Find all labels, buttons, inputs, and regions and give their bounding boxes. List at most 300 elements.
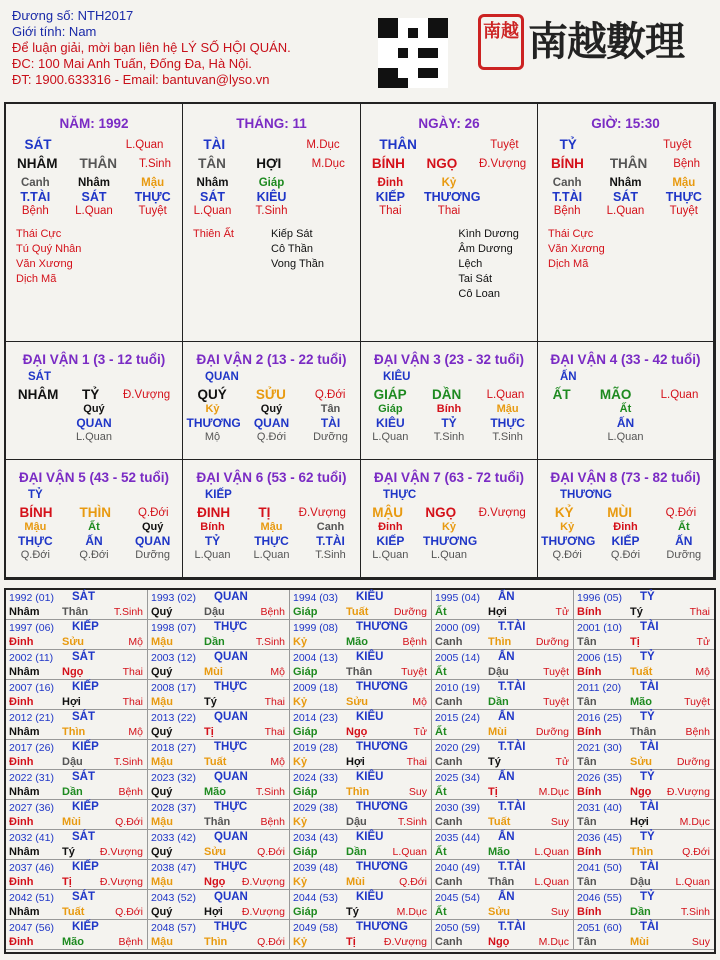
year-cell	[574, 620, 714, 650]
year-stage: Thai	[122, 696, 143, 708]
hidden-item: T.TÀI	[20, 190, 51, 204]
year-stage: Mộ	[695, 666, 710, 678]
year-ten-god: TÀI	[640, 861, 659, 873]
hidden-stems-row	[6, 177, 182, 189]
year-stage: Bệnh	[402, 636, 427, 648]
hidden-item: Q.Đới	[20, 549, 50, 561]
hidden-item: L.Quan	[606, 205, 645, 217]
shen-sha: Tai Sát	[458, 273, 493, 285]
hidden-stems-row	[6, 205, 182, 217]
hidden-item: Kỷ	[441, 521, 457, 533]
hidden-item: Đinh	[377, 177, 404, 189]
year-branch: Dần	[62, 786, 83, 798]
shen-sha: Cô Loan	[458, 288, 500, 300]
year-stage: Đ.Vượng	[241, 876, 285, 888]
year-label: 2005 (14)	[435, 652, 480, 664]
hidden-item: Quý	[141, 521, 164, 533]
year-branch: Mùi	[346, 876, 365, 888]
hidden-item: TỶ	[441, 416, 457, 430]
year-stage: Dưỡng	[393, 606, 427, 618]
year-label: 2022 (31)	[9, 772, 54, 784]
year-label: 2049 (58)	[293, 922, 338, 934]
year-branch: Dậu	[62, 756, 83, 768]
year-ten-god: TÀI	[640, 681, 659, 693]
year-ten-god: THỰC	[214, 921, 248, 933]
year-branch: Tị	[204, 726, 214, 738]
year-cell	[432, 800, 574, 830]
hidden-item: Ất	[88, 521, 100, 533]
year-branch: Tuất	[630, 666, 653, 678]
decade-star: QUAN	[205, 371, 239, 383]
heavenly-stem: NHÂM	[17, 156, 58, 171]
year-stem: Ất	[435, 846, 447, 858]
shen-sha: Thiên Ất	[193, 228, 234, 240]
year-label: 1997 (06)	[9, 622, 54, 634]
year-branch: Hợi	[488, 606, 507, 618]
year-stem: Kỷ	[293, 876, 308, 888]
earthly-branch: THÌN	[79, 505, 111, 520]
year-stem: Canh	[435, 636, 463, 648]
year-stage: Thai	[122, 666, 143, 678]
year-ten-god: SÁT	[72, 591, 95, 603]
year-cell	[290, 710, 432, 740]
year-ten-god: T.TÀI	[498, 921, 526, 933]
shen-sha-list	[6, 227, 182, 287]
decade-star: KIÊU	[383, 371, 411, 383]
year-cell	[148, 680, 290, 710]
pillar-title: GIỜ: 15:30	[591, 116, 660, 131]
year-stem: Ất	[435, 786, 447, 798]
year-cell	[290, 890, 432, 920]
hidden-item: Tân	[320, 403, 341, 415]
year-ten-god: TỶ	[640, 771, 655, 783]
year-stage: Suy	[408, 786, 427, 798]
earthly-branch: MÙI	[607, 505, 632, 520]
year-cell	[6, 680, 148, 710]
year-branch: Ngọ	[488, 936, 510, 948]
year-stem: Tân	[577, 756, 597, 768]
year-stem: Nhâm	[9, 726, 40, 738]
decade-cell	[361, 460, 538, 578]
year-label: 2042 (51)	[9, 892, 54, 904]
year-label: 2024 (33)	[293, 772, 338, 784]
hidden-stems-row	[538, 205, 713, 217]
year-label: 2040 (49)	[435, 862, 480, 874]
year-label: 2016 (25)	[577, 712, 622, 724]
shen-sha: Âm Dương Lệch	[458, 243, 513, 270]
year-branch: Mão	[630, 696, 652, 708]
stage-label: L.Quan	[660, 388, 699, 401]
hidden-item: Tuyệt	[669, 205, 698, 217]
year-ten-god: QUAN	[214, 771, 248, 783]
year-branch: Tý	[62, 846, 75, 858]
hidden-item: Q.Đới	[79, 549, 109, 561]
year-cell	[6, 620, 148, 650]
year-stem: Bính	[577, 906, 602, 918]
hidden-item: Đinh	[378, 521, 403, 533]
year-ten-god: KIÊU	[356, 771, 384, 783]
year-ten-god: KIẾP	[72, 801, 99, 813]
stem-branch-row	[6, 387, 182, 402]
hidden-stems-row	[6, 416, 182, 430]
year-stage: Thai	[689, 606, 710, 618]
hidden-item: T.Sinh	[255, 205, 288, 217]
hidden-item: Q.Đới	[256, 431, 287, 443]
hidden-stems-row	[361, 431, 537, 443]
hidden-stems-row	[183, 416, 360, 430]
year-stem: Kỷ	[293, 756, 308, 768]
year-cell	[574, 830, 714, 860]
hidden-item: Thai	[379, 205, 402, 217]
year-branch: Tý	[488, 756, 501, 768]
year-stage: Mộ	[412, 696, 427, 708]
year-stem: Mậu	[151, 696, 173, 708]
shen-sha-col	[371, 227, 448, 302]
year-stem: Canh	[435, 696, 463, 708]
year-ten-god: ẤN	[498, 831, 515, 843]
year-label: 2012 (21)	[9, 712, 54, 724]
hidden-item: Bính	[200, 521, 225, 533]
stage-label: Tuyệt	[663, 138, 692, 151]
year-branch: Tị	[346, 936, 356, 948]
year-label: 2036 (45)	[577, 832, 622, 844]
year-stage: L.Quan	[392, 846, 427, 858]
year-branch: Thìn	[204, 936, 228, 948]
year-label: 2007 (16)	[9, 682, 54, 694]
year-ten-god: SÁT	[72, 831, 95, 843]
year-stage: Suy	[691, 936, 710, 948]
year-stem: Đinh	[9, 816, 34, 828]
year-stage: Q.Đới	[257, 846, 285, 858]
year-ten-god: TỶ	[640, 891, 655, 903]
year-cell	[6, 800, 148, 830]
year-ten-god: TỶ	[640, 711, 655, 723]
year-cell	[148, 620, 290, 650]
header	[12, 8, 372, 88]
year-stem: Canh	[435, 816, 463, 828]
year-ten-god: THỰC	[214, 681, 248, 693]
year-label: 2001 (10)	[577, 622, 622, 634]
year-stage: Q.Đới	[115, 816, 143, 828]
hidden-stems-row	[6, 549, 182, 561]
year-cell	[290, 770, 432, 800]
hidden-item: Thai	[437, 205, 461, 217]
year-branch: Tý	[630, 606, 643, 618]
year-label: 2030 (39)	[435, 802, 480, 814]
hidden-item: SÁT	[612, 190, 638, 204]
stem-branch-row	[361, 156, 537, 171]
year-stage: M.Dục	[538, 936, 569, 948]
hidden-item: SÁT	[200, 190, 225, 204]
year-cell	[6, 830, 148, 860]
phone-email: ĐT: 1900.633316 - Email: bantuvan@lyso.vn	[12, 72, 270, 87]
year-stage: Q.Đới	[115, 906, 143, 918]
address: ĐC: 100 Mai Anh Tuấn, Đống Đa, Hà Nội.	[12, 56, 252, 71]
year-stem: Bính	[577, 726, 602, 738]
hidden-item: L.Quan	[372, 549, 409, 561]
year-stem: Canh	[435, 936, 463, 948]
hidden-item: THƯƠNG	[423, 190, 481, 204]
year-stem: Quý	[151, 666, 173, 678]
year-label: 2037 (46)	[9, 862, 54, 874]
hidden-item: Dưỡng	[135, 549, 171, 561]
earthly-branch: SỬU	[255, 387, 286, 402]
year-branch: Dần	[488, 696, 509, 708]
year-cell	[6, 740, 148, 770]
shen-sha: Tú Quý Nhân	[16, 243, 82, 255]
shen-sha: Thái Cực	[548, 228, 594, 240]
year-stage: T.Sinh	[680, 906, 710, 918]
year-label: 2029 (38)	[293, 802, 338, 814]
hidden-stems-row	[183, 205, 360, 217]
shen-sha: Văn Xương	[548, 243, 605, 255]
year-cell	[574, 890, 714, 920]
year-label: 2047 (56)	[9, 922, 54, 934]
year-stem: Mậu	[151, 756, 173, 768]
hidden-item: Canh	[316, 521, 345, 533]
year-stem: Giáp	[293, 846, 318, 858]
year-stem: Giáp	[293, 666, 318, 678]
year-ten-god: KIẾP	[72, 681, 99, 693]
hidden-item: Đinh	[613, 521, 638, 533]
hidden-item: Kỷ	[205, 403, 220, 415]
year-branch: Dậu	[204, 606, 225, 618]
year-stem: Ất	[435, 906, 447, 918]
gender: Giới tính: Nam	[12, 24, 97, 39]
shen-sha-col	[271, 227, 324, 272]
year-label: 2035 (44)	[435, 832, 480, 844]
hidden-item: Dưỡng	[666, 549, 702, 561]
year-stage: Mộ	[270, 666, 285, 678]
year-branch: Tý	[204, 696, 217, 708]
earthly-branch: THÂN	[79, 156, 117, 171]
year-ten-god: THỰC	[214, 621, 248, 633]
hidden-stems-row	[538, 190, 713, 204]
year-stage: Tử	[555, 756, 569, 768]
hidden-stems-row	[538, 549, 713, 561]
year-stage: L.Quan	[534, 876, 569, 888]
year-cell	[148, 800, 290, 830]
year-label: 2045 (54)	[435, 892, 480, 904]
hidden-item: QUAN	[253, 416, 290, 430]
hidden-item: Quý	[83, 403, 105, 415]
year-label: 2048 (57)	[151, 922, 196, 934]
year-cell	[290, 650, 432, 680]
shen-sha-col	[548, 227, 628, 272]
hidden-item: ẤN	[675, 534, 693, 548]
hidden-item: Mậu	[24, 521, 47, 533]
hidden-item: Mậu	[260, 521, 283, 533]
hidden-item: L.Quan	[430, 549, 468, 561]
year-ten-god: QUAN	[214, 591, 248, 603]
year-branch: Sửu	[204, 846, 227, 858]
year-cell	[432, 590, 574, 620]
hidden-item: L.Quan	[75, 205, 113, 217]
year-stem: Tân	[577, 816, 597, 828]
pillar-grid	[4, 102, 716, 580]
hidden-stems-row	[183, 177, 360, 189]
year-ten-god: TÀI	[640, 621, 659, 633]
year-stem: Kỷ	[293, 816, 308, 828]
year-branch: Mùi	[488, 726, 507, 738]
year-ten-god: SÁT	[72, 891, 95, 903]
year-cell	[6, 650, 148, 680]
year-label: 2015 (24)	[435, 712, 480, 724]
year-stem: Mậu	[151, 816, 173, 828]
year-branch: Tuất	[62, 906, 85, 918]
year-label: 2023 (32)	[151, 772, 196, 784]
year-branch: Tuất	[346, 606, 369, 618]
hidden-item: Mậu	[141, 177, 165, 189]
year-cell	[6, 860, 148, 890]
year-branch: Thìn	[488, 636, 512, 648]
year-stem: Mậu	[151, 936, 173, 948]
hidden-item: KIÊU	[375, 416, 405, 430]
year-branch: Hợi	[62, 696, 81, 708]
year-stem: Nhâm	[9, 606, 40, 618]
year-stem: Bính	[577, 786, 602, 798]
hidden-item: Bệnh	[553, 205, 581, 217]
year-branch: Thân	[346, 666, 373, 678]
year-branch: Sửu	[62, 636, 85, 648]
stage-label: Đ.Vượng	[478, 506, 526, 519]
shen-sha: Văn Xương	[16, 258, 73, 270]
year-stage: Dưỡng	[535, 636, 569, 648]
year-branch: Tý	[346, 906, 359, 918]
shen-sha-col	[16, 227, 96, 287]
stage-label: Tuyệt	[490, 138, 519, 151]
earthly-branch: TỊ	[258, 505, 271, 520]
year-label: 2050 (59)	[435, 922, 480, 934]
year-cell	[148, 830, 290, 860]
decade-cell	[538, 342, 714, 460]
hidden-item: L.Quan	[607, 431, 644, 443]
year-branch: Sửu	[346, 696, 369, 708]
hidden-item: Mậu	[496, 403, 519, 415]
year-cell	[6, 920, 148, 950]
hidden-item: T.Sinh	[492, 431, 523, 443]
year-stage: L.Quan	[534, 846, 569, 858]
year-stem: Mậu	[151, 876, 173, 888]
stage-label: M.Dục	[311, 157, 345, 170]
brand-logo: 南越數理	[528, 18, 684, 65]
year-stem: Bính	[577, 846, 602, 858]
hidden-item: Mộ	[204, 431, 221, 443]
year-ten-god: ẤN	[498, 711, 515, 723]
stem-branch-row	[183, 156, 360, 171]
year-stem: Mậu	[151, 636, 173, 648]
hidden-item: QUAN	[134, 534, 171, 548]
hidden-item: Nhâm	[78, 177, 110, 189]
year-stem: Kỷ	[293, 696, 308, 708]
year-stem: Giáp	[293, 786, 318, 798]
year-label: 1998 (07)	[151, 622, 196, 634]
year-label: 2039 (48)	[293, 862, 338, 874]
heavenly-stem: TÂN	[198, 156, 226, 171]
hidden-item: Kỷ	[560, 521, 575, 533]
hidden-item: THỰC	[18, 534, 53, 548]
year-branch: Tị	[630, 636, 640, 648]
decade-title: ĐẠI VẬN 7 (63 - 72 tuổi)	[373, 470, 525, 485]
hidden-item: L.Quan	[194, 549, 231, 561]
year-stem: Tân	[577, 876, 597, 888]
year-cell	[432, 830, 574, 860]
year-ten-god: KIÊU	[356, 591, 384, 603]
hidden-item: THƯƠNG	[186, 416, 241, 430]
year-stem: Đinh	[9, 696, 34, 708]
year-branch: Hợi	[204, 906, 223, 918]
year-cell	[148, 770, 290, 800]
year-stem: Quý	[151, 726, 173, 738]
shen-sha-list	[361, 227, 537, 302]
earthly-branch: DẦN	[432, 387, 462, 402]
year-ten-god: KIẾP	[72, 861, 99, 873]
hidden-item: KIẾP	[376, 534, 405, 548]
hidden-item: TÀI	[320, 416, 341, 430]
year-branch: Tuất	[488, 816, 511, 828]
shen-sha-col	[458, 227, 537, 302]
hidden-stems-row	[361, 416, 537, 430]
year-label: 2051 (60)	[577, 922, 622, 934]
year-stem: Quý	[151, 786, 173, 798]
year-ten-god: KIẾP	[72, 741, 99, 753]
year-stage: Thai	[264, 726, 285, 738]
year-cell	[148, 890, 290, 920]
pillar-cell	[538, 104, 714, 342]
year-cell	[148, 650, 290, 680]
year-cell	[148, 590, 290, 620]
year-stage: Đ.Vượng	[99, 846, 143, 858]
year-label: 2027 (36)	[9, 802, 54, 814]
decade-star: THƯƠNG	[560, 489, 612, 501]
hidden-stems-row	[361, 205, 537, 217]
year-label: 2004 (13)	[293, 652, 338, 664]
hidden-stems-row	[183, 190, 360, 204]
year-cell	[432, 890, 574, 920]
year-stage: Bệnh	[118, 936, 143, 948]
year-branch: Mão	[488, 846, 510, 858]
year-branch: Tị	[488, 786, 498, 798]
year-ten-god: TÀI	[640, 741, 659, 753]
year-branch: Thân	[62, 606, 89, 618]
shen-sha: Vong Thần	[271, 258, 325, 270]
heavenly-stem: MẬU	[372, 505, 403, 520]
year-stem: Canh	[435, 756, 463, 768]
decade-star: KIẾP	[205, 489, 232, 501]
year-cell	[148, 920, 290, 950]
year-branch: Hợi	[630, 816, 649, 828]
stage-label: Bệnh	[673, 157, 701, 170]
year-label: 1993 (02)	[151, 592, 196, 604]
year-ten-god: SÁT	[72, 711, 95, 723]
year-ten-god: QUAN	[214, 711, 248, 723]
hidden-stems-row	[183, 534, 360, 548]
year-stem: Đinh	[9, 936, 34, 948]
year-cell	[290, 590, 432, 620]
shen-sha-list	[183, 227, 360, 272]
year-stage: Bệnh	[260, 606, 285, 618]
hidden-item: Ất	[619, 403, 632, 415]
year-stage: Mộ	[128, 726, 143, 738]
year-stem: Tân	[577, 696, 597, 708]
year-cell	[432, 770, 574, 800]
year-ten-god: KIÊU	[356, 891, 384, 903]
year-label: 2008 (17)	[151, 682, 196, 694]
year-branch: Dậu	[630, 876, 651, 888]
hidden-item: L.Quan	[372, 431, 409, 443]
year-stem: Đinh	[9, 756, 34, 768]
year-stage: Suy	[550, 906, 569, 918]
